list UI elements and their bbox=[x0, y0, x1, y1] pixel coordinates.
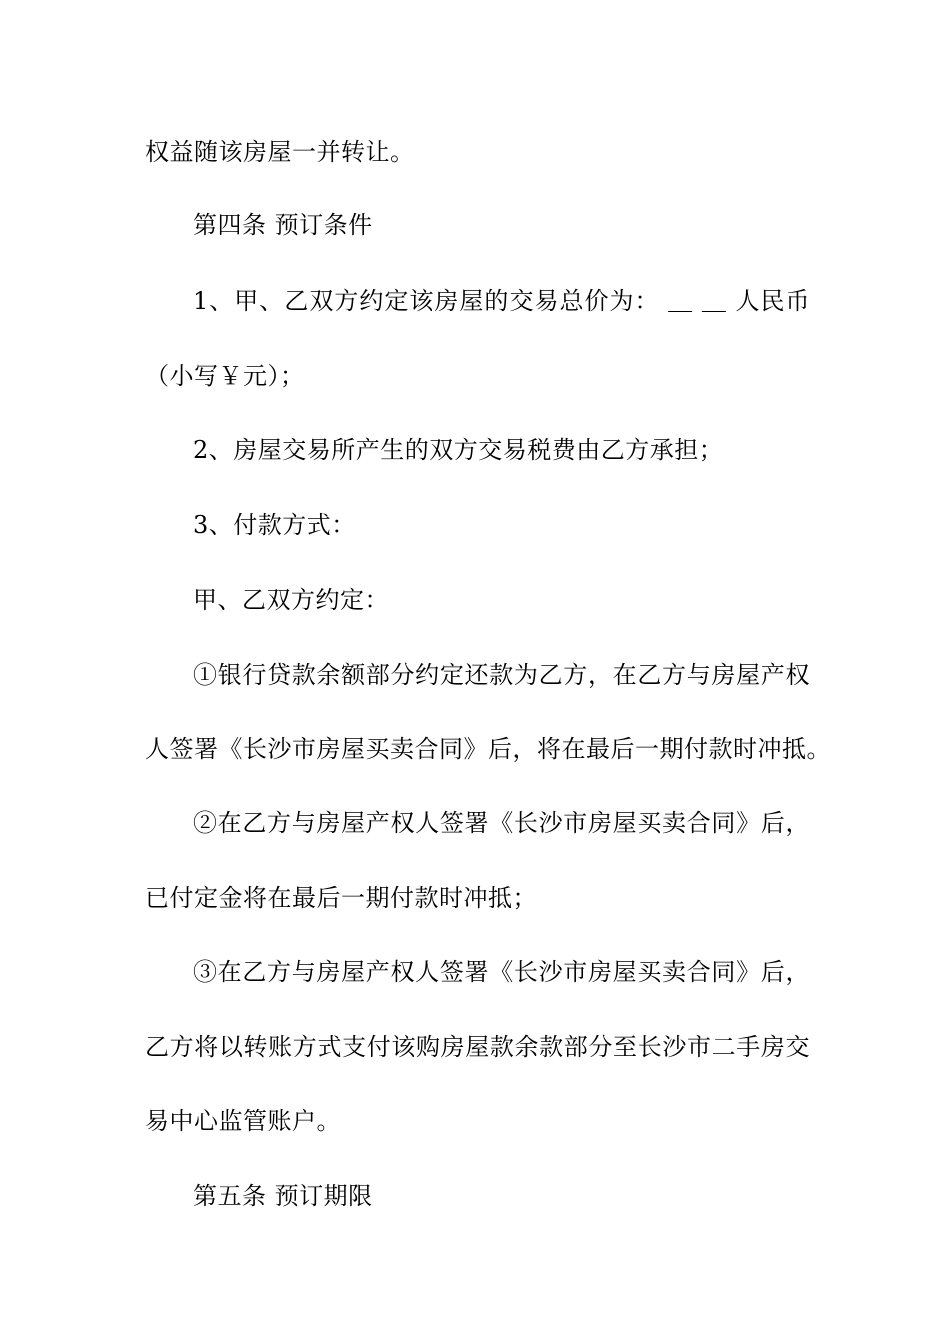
article-4-heading: 第四条 预订条件 bbox=[193, 211, 373, 239]
item-3-line-1: ③在乙方与房屋产权人签署《长沙市房屋买卖合同》后， bbox=[193, 958, 810, 986]
clause-2: 2、房屋交易所产生的双方交易税费由乙方承担； bbox=[193, 436, 724, 464]
item-3-line-2: 乙方将以转账方式支付该购房屋款余款部分至长沙市二手房交 bbox=[145, 1033, 810, 1061]
clause-1-line-2: （小写￥元）； bbox=[145, 362, 305, 390]
agreement-intro: 甲、乙双方约定： bbox=[193, 586, 389, 614]
item-1-line-1: ①银行贷款余额部分约定还款为乙方，在乙方与房屋产权 bbox=[193, 661, 810, 689]
item-2-line-1: ②在乙方与房屋产权人签署《长沙市房屋买卖合同》后， bbox=[193, 809, 810, 837]
article-5-heading: 第五条 预订期限 bbox=[193, 1182, 373, 1210]
item-3-line-3: 易中心监管账户。 bbox=[145, 1107, 341, 1135]
clause-3: 3、付款方式： bbox=[193, 511, 356, 539]
item-2-line-2: 已付定金将在最后一期付款时冲抵； bbox=[145, 884, 537, 912]
item-1-line-2: 人签署《长沙市房屋买卖合同》后，将在最后一期付款时冲抵。 bbox=[145, 735, 831, 763]
clause-1-line-1: 1、甲、乙双方约定该房屋的交易总价为： ＿ ＿ 人民币 bbox=[193, 287, 810, 315]
text-line-1: 权益随该房屋一并转让。 bbox=[145, 138, 415, 166]
